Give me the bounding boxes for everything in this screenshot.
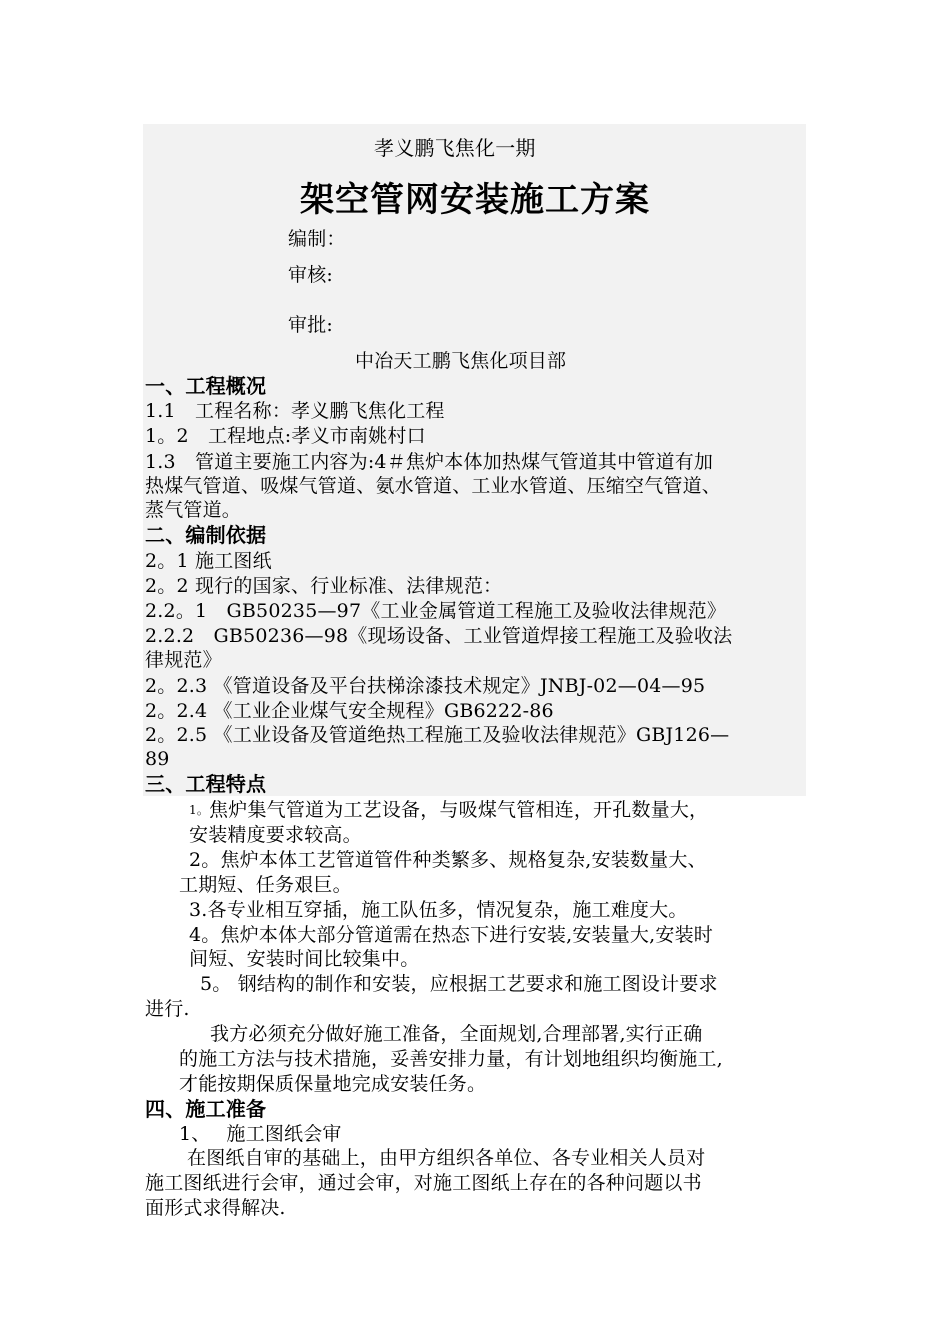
section2-line: 2。2.4 《工业企业煤气安全规程》GB6222-86: [145, 700, 554, 722]
cover-title: 架空管网安装施工方案: [300, 180, 650, 220]
section1-line: 1.1 工程名称：孝义鹏飞焦化工程: [145, 400, 445, 422]
feature-item-1-number: 1。: [189, 803, 210, 817]
feature-item-2: 2。焦炉本体工艺管道管件种类繁多、规格复杂,安装数量大、: [189, 849, 707, 871]
feature-paragraph-line: 的施工方法与技术措施，妥善安排力量，有计划地组织均衡施工,: [179, 1048, 723, 1070]
section4-paragraph-line: 面形式求得解决.: [145, 1197, 286, 1219]
feature-paragraph-line: 我方必须充分做好施工准备，全面规划,合理部署,实行正确: [210, 1023, 703, 1045]
section2-line: 2。2.5 《工业设备及管道绝热工程施工及验收法律规范》GBJ126—: [145, 724, 730, 746]
feature-item-1-cont: 安装精度要求较高。: [189, 824, 362, 846]
feature-item-5: 5。 钢结构的制作和安装，应根据工艺要求和施工图设计要求: [200, 973, 718, 995]
section4-heading: 四、施工准备: [145, 1097, 267, 1121]
cover-organization: 中冶天工鹏飞焦化项目部: [355, 350, 567, 372]
section4-subheading: 1、 施工图纸会审: [179, 1123, 342, 1145]
section2-line: 2.2.2 GB50236—98《现场设备、工业管道焊接工程施工及验收法: [145, 625, 733, 647]
feature-item-3: 3.各专业相互穿插，施工队伍多，情况复杂，施工难度大。: [189, 899, 688, 921]
section3-heading: 三、工程特点: [145, 772, 267, 796]
section4-paragraph-line: 施工图纸进行会审，通过会审，对施工图纸上存在的各种问题以书: [145, 1172, 702, 1194]
section2-line: 2。2 现行的国家、行业标准、法律规范：: [145, 575, 503, 597]
feature-item-4-cont: 间短、安装时间比较集中。: [189, 948, 420, 970]
section1-line: 热煤气管道、吸煤气管道、氨水管道、工业水管道、压缩空气管道、: [145, 475, 722, 497]
feature-item-1: [189, 798, 708, 822]
section2-line: 2。1 施工图纸: [145, 550, 272, 572]
feature-item-4: 4。焦炉本体大部分管道需在热态下进行安装,安装量大,安装时: [189, 924, 713, 946]
section2-heading: 二、编制依据: [145, 523, 267, 547]
section1-line: 蒸气管道。: [145, 499, 242, 521]
cover-subtitle: 孝义鹏飞焦化一期: [374, 136, 536, 160]
section1-line: 1。2 工程地点:孝义市南姚村口: [145, 425, 426, 447]
section2-line: 律规范》: [145, 649, 222, 671]
section1-heading: 一、工程概况: [145, 374, 267, 398]
approved-by-label: 审批:: [288, 314, 334, 336]
feature-paragraph-line: 才能按期保质保量地完成安装任务。: [179, 1073, 487, 1095]
feature-item-1-text: 焦炉集气管道为工艺设备，与吸煤气管相连，开孔数量大，: [209, 799, 709, 821]
compiled-by-label: 编制：: [288, 228, 346, 250]
section1-line: 1.3 管道主要施工内容为:4＃焦炉本体加热煤气管道其中管道有加: [145, 451, 714, 473]
section2-line: 89: [145, 748, 170, 770]
section2-line: 2。2.3 《管道设备及平台扶梯涂漆技术规定》JNBJ-02—04—95: [145, 675, 706, 697]
feature-item-5-cont: 进行.: [145, 998, 190, 1020]
feature-item-2-cont: 工期短、任务艰巨。: [179, 874, 352, 896]
section4-paragraph-line: 在图纸自审的基础上，由甲方组织各单位、各专业相关人员对: [187, 1147, 706, 1169]
section2-line: 2.2。1 GB50235—97《工业金属管道工程施工及验收法律规范》: [145, 600, 727, 622]
reviewed-by-label: 审核:: [288, 264, 334, 286]
